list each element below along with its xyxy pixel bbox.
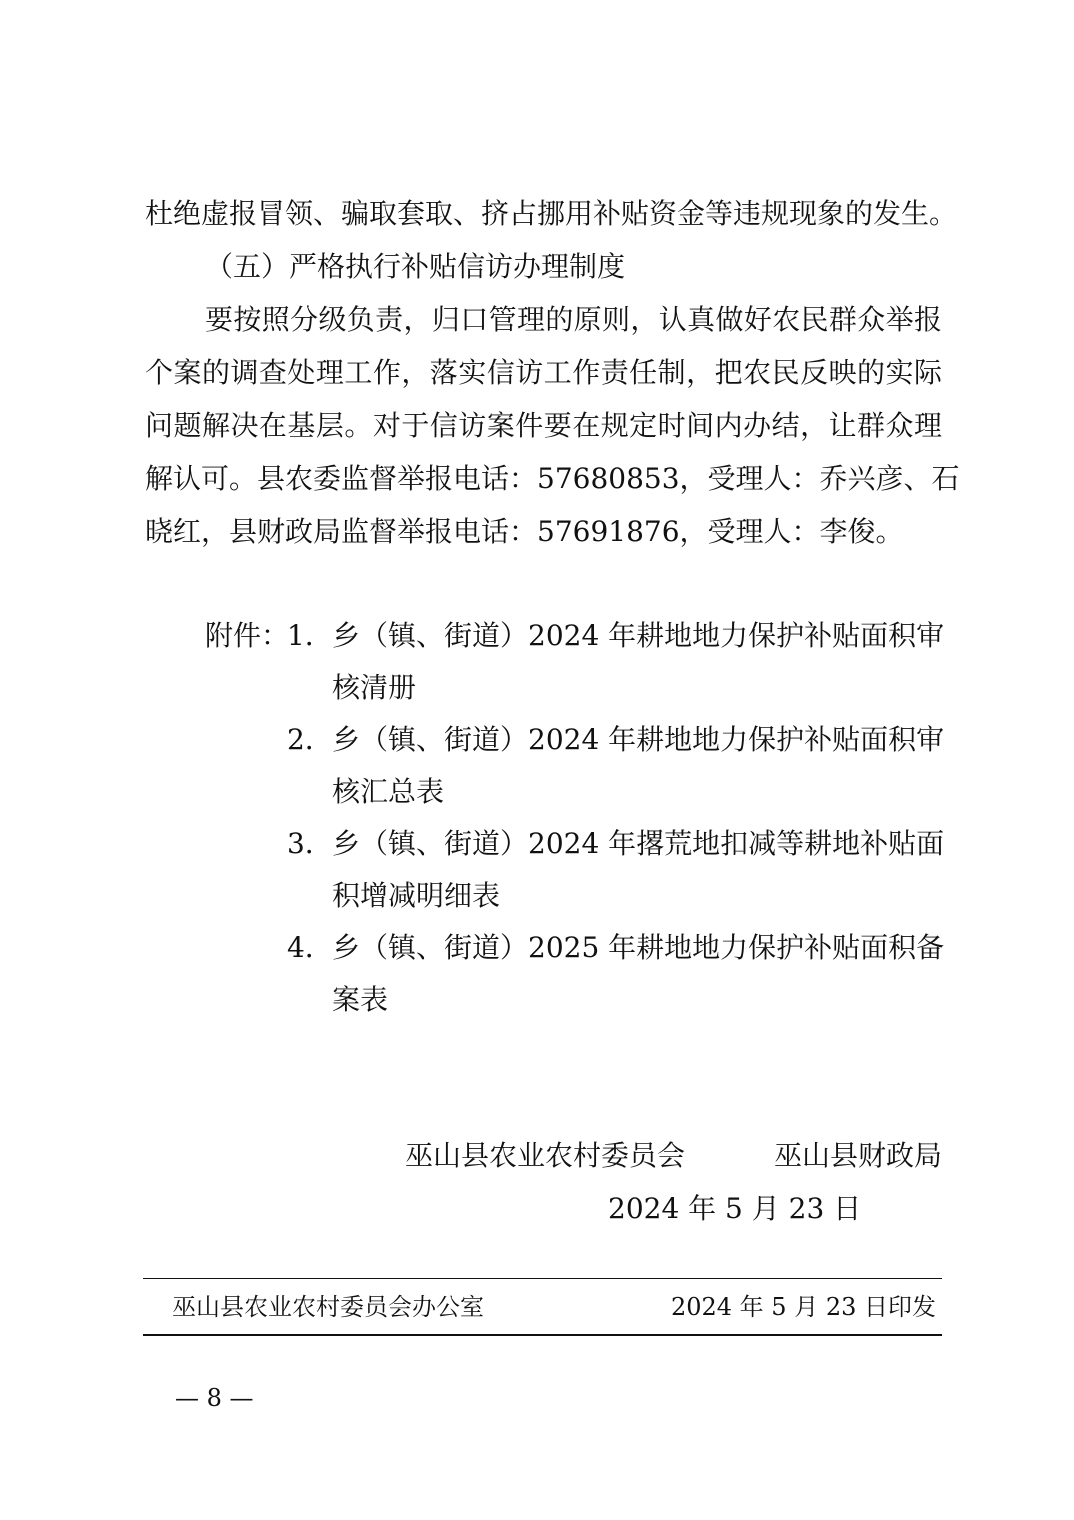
signature-org-finance: 巫山县财政局 xyxy=(773,1139,942,1172)
footer-issued-date: 2024 年 5 月 23 日印发 xyxy=(670,1293,936,1321)
attachments-label: 附件： xyxy=(205,619,290,652)
footer-bottom-rule xyxy=(143,1334,942,1336)
attachment-4-title: 乡（镇、街道）2025 年耕地地力保护补贴面积备 xyxy=(332,931,945,964)
page-number: — 8 — xyxy=(175,1384,254,1412)
attachment-3-title: 乡（镇、街道）2024 年撂荒地扣减等耕地补贴面 xyxy=(332,827,945,860)
signature-org-agriculture: 巫山县农业农村委员会 xyxy=(405,1139,686,1172)
footer-top-rule xyxy=(143,1278,942,1279)
attachment-4-title-cont: 案表 xyxy=(332,983,389,1016)
attachment-3-title-cont: 积增减明细表 xyxy=(332,879,501,912)
body-line-5: 问题解决在基层。对于信访案件要在规定时间内办结，让群众理 xyxy=(145,409,942,442)
body-line-3: 要按照分级负责，归口管理的原则，认真做好农民群众举报 xyxy=(205,303,942,336)
attachment-2-title: 乡（镇、街道）2024 年耕地地力保护补贴面积审 xyxy=(332,723,945,756)
footer-issuer: 巫山县农业农村委员会办公室 xyxy=(172,1293,484,1321)
body-line-7: 晓红，县财政局监督举报电话：57691876，受理人：李俊。 xyxy=(145,515,904,548)
attachment-2-number: 2． xyxy=(287,723,333,756)
attachment-1-title-cont: 核清册 xyxy=(332,671,417,704)
attachment-4-number: 4． xyxy=(287,931,333,964)
body-line-6: 解认可。县农委监督举报电话：57680853，受理人：乔兴彦、石 xyxy=(145,462,960,495)
attachment-3-number: 3． xyxy=(287,827,333,860)
attachment-1-number: 1． xyxy=(287,619,333,652)
attachment-1-title: 乡（镇、街道）2024 年耕地地力保护补贴面积审 xyxy=(332,619,945,652)
section-heading: （五）严格执行补贴信访办理制度 xyxy=(205,250,626,283)
signature-date: 2024 年 5 月 23 日 xyxy=(608,1192,862,1225)
body-line-4: 个案的调查处理工作，落实信访工作责任制，把农民反映的实际 xyxy=(145,356,942,389)
attachment-2-title-cont: 核汇总表 xyxy=(332,775,445,808)
body-line-1: 杜绝虚报冒领、骗取套取、挤占挪用补贴资金等违规现象的发生。 xyxy=(145,197,958,230)
